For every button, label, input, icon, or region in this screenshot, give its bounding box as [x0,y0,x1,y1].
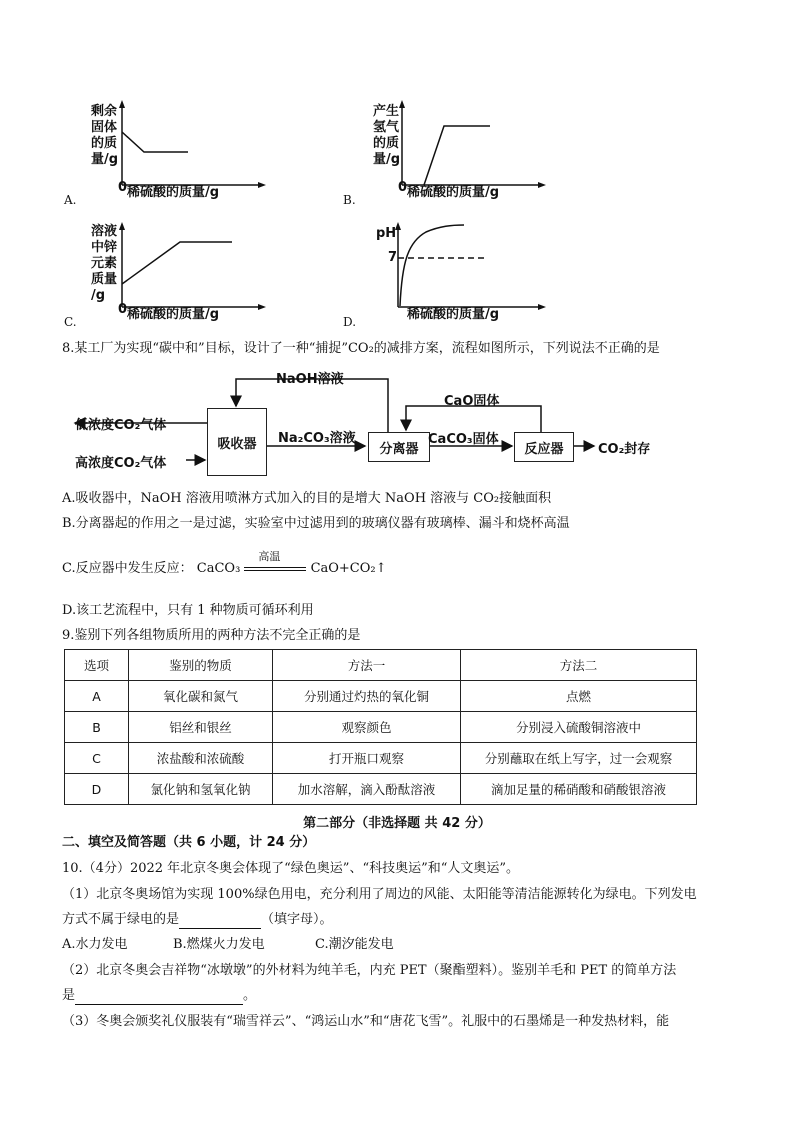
q10-sub2-prefix: 是 [62,988,76,1003]
table-row [65,774,697,805]
graph-c-origin: 0 [118,302,128,317]
table-header-cell: 选项 [65,650,129,681]
graph-a-xlabel: 稀硫酸的质量/g [127,185,220,200]
graph-b-origin: 0 [398,180,408,195]
option-d-label: D. [343,315,357,329]
option-a-label: A. [64,193,77,207]
table-header-cell: 方法二 [461,650,697,681]
q10-sub2-line2 [62,987,256,1005]
graph-b-curve [424,126,490,185]
table-cell: 浓盐酸和浓硫酸 [129,743,273,774]
option-c-label: C. [64,315,77,329]
section2-title: 二、填空及简答题（共 6 小题，计 24 分） [62,835,316,850]
table-cell: 打开瓶口观察 [273,743,461,774]
graph-a-curve [122,132,188,152]
table-row [65,743,697,774]
table-cell: D [65,774,129,805]
table-cell: 分别浸入硫酸铜溶液中 [461,712,697,743]
q10-option-c: C.潮汐能发电 [315,937,394,952]
table-cell: 加水溶解，滴入酚酞溶液 [273,774,461,805]
q8-option-c-prefix: C.反应器中发生反应： [62,561,193,576]
graph-d-ylabel: pH [376,226,397,241]
q10-option-b: B.燃煤火力发电 [173,937,265,952]
q10-sub1-suffix: （填字母）。 [261,912,333,927]
q10-sub3-line1: （3）冬奥会颁奖礼仪服装有“瑞雪祥云”、“鸿运山水”和“唐花飞雪”。礼服中的石墨烯是一种发热材料，能 [62,1014,670,1029]
reaction-condition [244,549,306,576]
q10-sub2-suffix: 。 [243,988,257,1003]
table-cell: 分别通过灼热的氧化铜 [273,681,461,712]
q8-option-b: B.分离器起的作用之一是过滤，实验室中过滤用到的玻璃仪器有玻璃棒、漏斗和烧杯高温 [62,516,570,531]
table-cell: 氯化钠和氢氧化钠 [129,774,273,805]
q10-sub1-prefix: 方式不属于绿电的是 [62,912,180,927]
graph-d-tick-7: 7 [388,250,398,265]
graph-b-xlabel: 稀硫酸的质量/g [407,185,500,200]
table-header-row [65,650,697,681]
part2-title: 第二部分（非选择题 共 42 分） [303,816,491,831]
graph-c-curve [122,242,232,284]
table-cell: 氧化碳和氮气 [129,681,273,712]
graph-c-ylabel: 溶液 中锌 元素 质量 /g [91,224,118,303]
graph-c-xlabel: 稀硫酸的质量/g [127,307,220,322]
q10-sub1-line2 [62,911,333,929]
q10-sub2-line1: （2）北京冬奥会吉祥物“冰墩墩”的外材料为纯羊毛，内充 PET（聚酯塑料）。鉴别羊毛和 PET 的简单方法 [62,963,677,978]
table-cell: 铝丝和银丝 [129,712,273,743]
table-header-cell: 鉴别的物质 [129,650,273,681]
q9-table [64,649,697,805]
reaction-condition-label: 高温 [258,549,281,563]
table-cell: 观察颜色 [273,712,461,743]
table-cell: 分别蘸取在纸上写字，过一会观察 [461,743,697,774]
table-cell: A [65,681,129,712]
table-cell: C [65,743,129,774]
reactor-box: 反应器 [514,432,574,462]
answer-blank-2[interactable] [75,990,243,1005]
graph-a-ylabel: 剩余 固体 的质 量/g [91,104,119,167]
graph-a-origin: 0 [118,180,128,195]
graph-d-curve [400,225,464,306]
flow-high-co2-label: 高浓度CO₂气体 [75,456,167,471]
table-row [65,712,697,743]
q9-stem: 9.鉴别下列各组物质所用的两种方法不完全正确的是 [62,628,361,643]
flow-low-co2-label: 低浓度CO₂气体 [75,418,167,433]
table-header-cell: 方法一 [273,650,461,681]
table-cell: 滴加足量的稀硝酸和硝酸银溶液 [461,774,697,805]
table-cell: B [65,712,129,743]
separator-box: 分离器 [368,432,430,462]
q8-stem: 8.某工厂为实现“碳中和”目标，设计了一种“捕捉”CO₂的减排方案，流程如图所示，下列说法不正确的是 [62,341,660,356]
q8-option-c [62,549,387,578]
q8-option-c-products: CaO+CO₂↑ [310,561,387,576]
flow-co2-storage-label: CO₂封存 [598,442,651,457]
flow-naoh-label: NaOH溶液 [276,372,344,387]
q8-option-c-reactant: CaCO₃ [196,561,241,576]
q10-option-a: A.水力发电 [62,937,128,952]
table-cell: 点燃 [461,681,697,712]
table-row [65,681,697,712]
flow-caco3-label: CaCO₃固体 [428,432,499,447]
q10-stem: 10.（4分）2022 年北京冬奥会体现了“绿色奥运”、“科技奥运”和“人文奥运”。 [62,861,520,876]
option-b-label: B. [343,193,356,207]
q8-option-a: A.吸收器中，NaOH 溶液用喷淋方式加入的目的是增大 NaOH 溶液与 CO₂接触面积 [62,491,552,506]
flow-cao-label: CaO固体 [444,394,500,409]
flow-na2co3-label: Na₂CO₃溶液 [278,431,356,446]
answer-blank-1[interactable] [179,914,261,929]
absorber-box: 吸收器 [207,408,267,476]
graph-b-ylabel: 产生 氢气 的质 量/g [373,104,401,167]
q10-sub1-line1: （1）北京冬奥场馆为实现 100%绿色用电，充分利用了周边的风能、太阳能等清洁能源转化为绿电。下列发电 [62,887,697,902]
q8-option-d: D.该工艺流程中，只有 1 种物质可循环利用 [62,603,314,618]
graph-d-xlabel: 稀硫酸的质量/g [407,307,500,322]
